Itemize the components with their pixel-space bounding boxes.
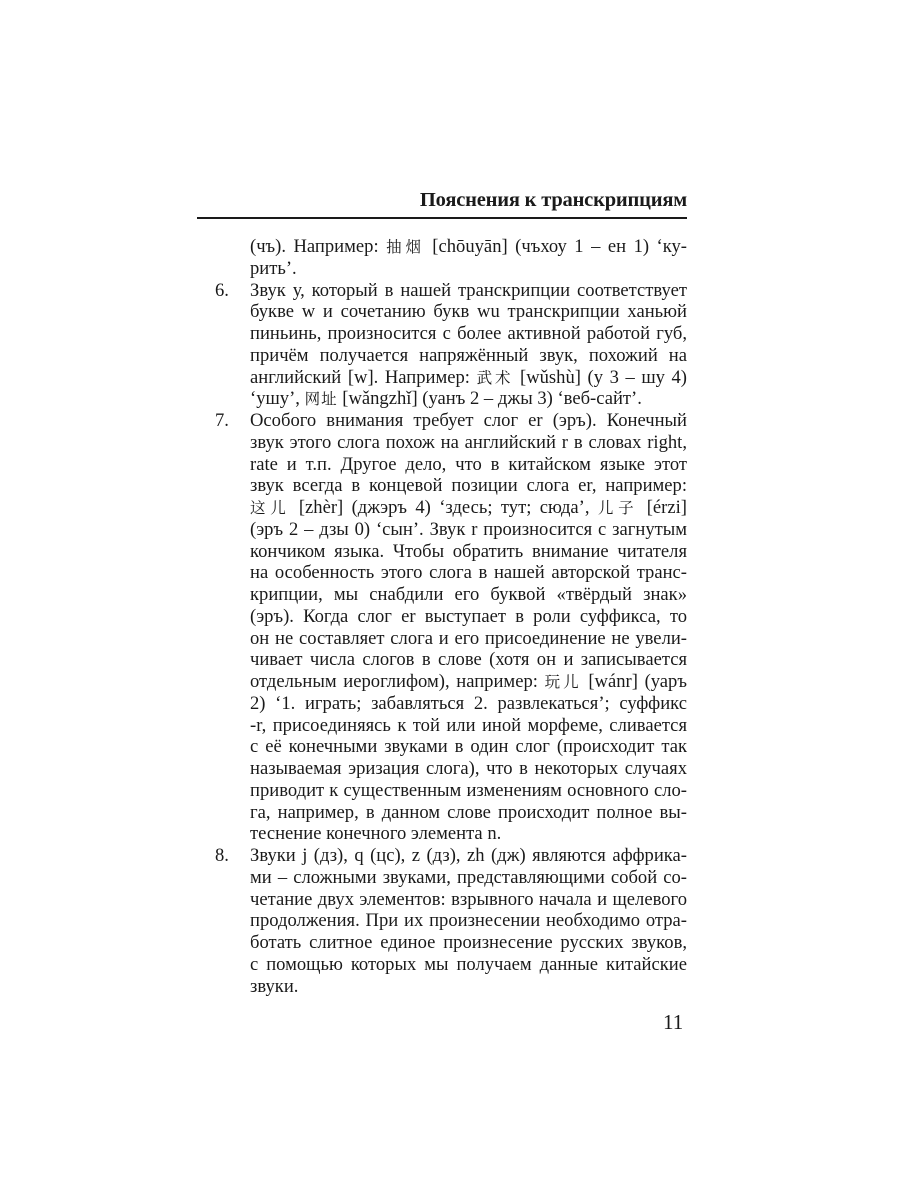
text-line: звук всегда в концевой позиции слога er, например: [250, 475, 687, 497]
list-item-8 [215, 845, 687, 997]
text-line: он не составляет слога и его присоединение не увели- [250, 627, 687, 649]
text-line: rate и т.п. Другое дело, что в китайском языке этот [250, 453, 687, 475]
text-line: на особенность этого слога в нашей авторской транс- [250, 562, 687, 584]
text-line: пиньинь, произносится с более активной работой губ, [250, 323, 687, 344]
text-line: английский [w]. Например: 武术 [wǔshù] (у 3 – шу 4) [250, 366, 687, 388]
page-number: 11 [663, 1010, 684, 1034]
text-line: рить’. [250, 257, 297, 279]
text-line: 这儿 [zhèr] (джэръ 4) ‘здесь; тут; сюда’, 儿子 [érzi] [250, 497, 687, 518]
chinese-characters: 网址 [304, 390, 338, 409]
text-line: ми – сложными звуками, представляющими собой со- [250, 866, 687, 888]
list-item-number: 8. [215, 845, 229, 866]
text-line: звук этого слога похож на английский r в словах right, [250, 431, 687, 453]
text-line: Звуки j (дз), q (цс), z (дз), zh (дж) являются аффрика- [250, 845, 687, 866]
chinese-characters: 玩儿 [544, 673, 582, 691]
text-line: кончиком языка. Чтобы обратить внимание читателя [250, 540, 687, 562]
page-body [215, 236, 687, 997]
text-line: (эръ). Когда слог er выступает в роли суффикса, то [250, 605, 687, 627]
text-line: чивает числа слогов в слове (хотя он и записывается [250, 649, 687, 671]
text-line: букве w и сочетанию букв wu транскрипции ханьюй [250, 301, 687, 323]
list-item-6 [215, 280, 687, 411]
text-line: приводит к существенным изменениям основного сло- [250, 779, 687, 801]
text-line: четание двух элементов: взрывного начала и щелевого [250, 888, 687, 910]
text-line: крипции, мы снабдили его буквой «твёрдый знак» [250, 584, 687, 605]
text-line: Особого внимания требует слог er (эръ). Конечный [250, 410, 687, 431]
list-item-number: 6. [215, 279, 229, 301]
chinese-characters: 这儿 [250, 499, 291, 517]
text-line: отдельным иероглифом), например: 玩儿 [wánr] (уаръ [250, 671, 687, 692]
text-line: теснение конечного элемента n. [250, 823, 502, 845]
text-line: Звук у, который в нашей транскрипции соответствует [250, 279, 687, 301]
text-line: с её конечными звуками в один слог (происходит так [250, 736, 687, 758]
text-line: (эръ 2 – дзы 0) ‘сын’. Звук r произносится с загнутым [250, 518, 687, 540]
running-header-title: Пояснения к транскрипциям [419, 189, 687, 211]
text-line: (чъ). Например: 抽烟 [chōuyān] (чъхоу 1 – ен 1) ‘ку- [250, 236, 687, 257]
chinese-characters: 抽烟 [386, 238, 425, 256]
text-line: причём получается напряжённый звук, похожий на [250, 344, 687, 366]
continued-paragraph [215, 236, 687, 280]
text-line: -r, присоединяясь к той или иной морфеме, сливается [250, 714, 687, 736]
page-header [197, 187, 687, 219]
list-item-7 [215, 410, 687, 845]
text-line: называемая эризация слога), что в некоторых случаях [250, 758, 687, 779]
text-line: звуки. [250, 975, 299, 997]
text-line: с помощью которых мы получаем данные китайские [250, 953, 687, 975]
chinese-characters: 武术 [476, 368, 514, 387]
chinese-characters: 儿子 [597, 499, 639, 517]
list-item-number: 7. [215, 410, 229, 431]
text-line: ‘ушу’, 网址 [wǎngzhǐ] (уанъ 2 – джы 3) ‘веб-сайт’. [250, 388, 642, 410]
text-line: ботать слитное единое произнесение русских звуков, [250, 932, 687, 953]
text-line: продолжения. При их произнесении необходимо отра- [250, 910, 687, 932]
text-line: га, например, в данном слове происходит полное вы- [250, 801, 687, 823]
text-line: 2) ‘1. играть; забавляться 2. развлекаться’; суффикс [250, 692, 687, 714]
